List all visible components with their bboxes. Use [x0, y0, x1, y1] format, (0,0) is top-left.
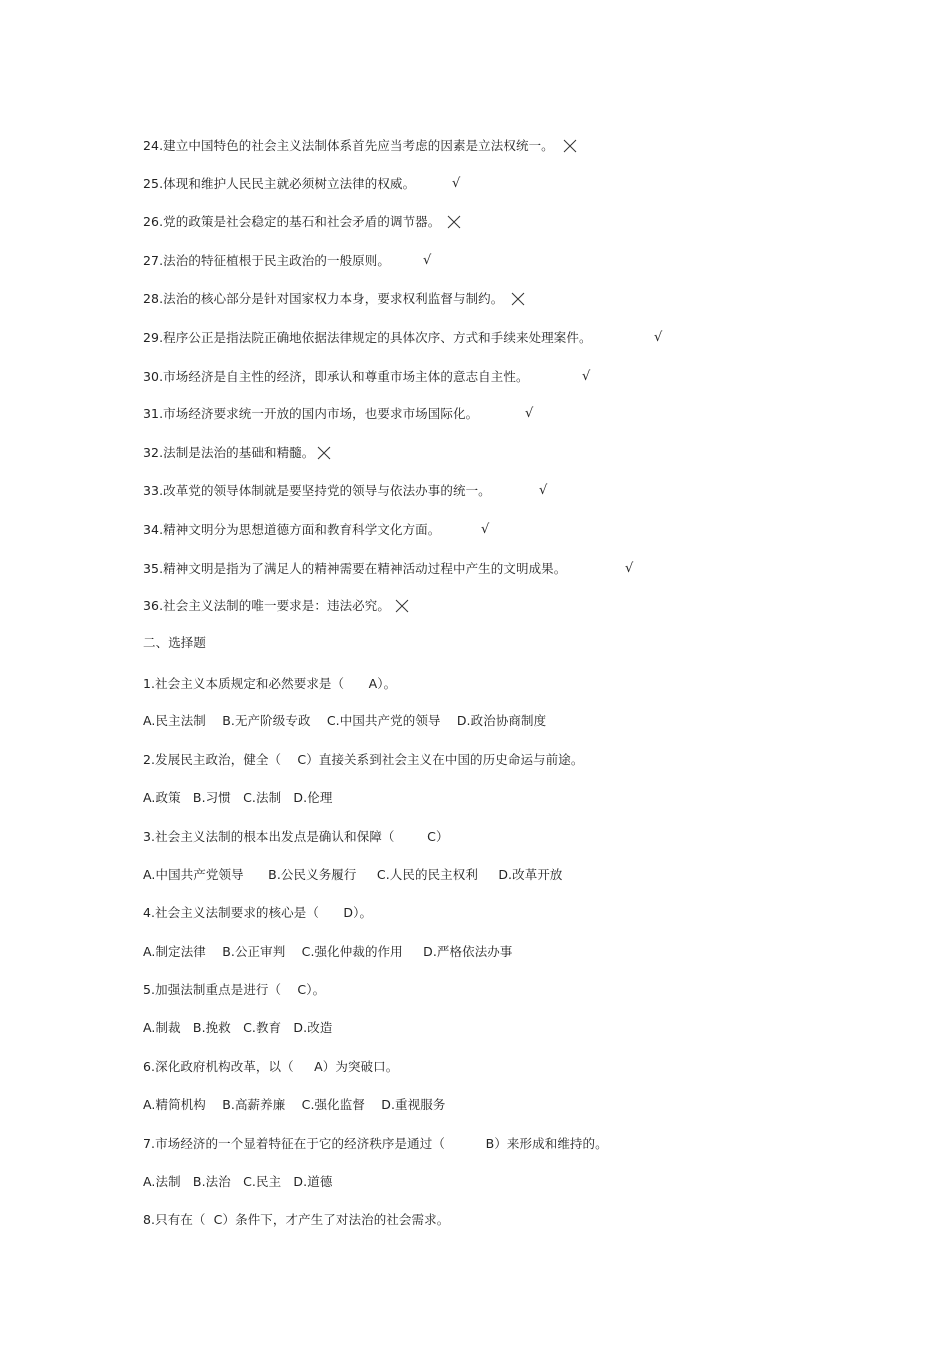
judgement-item-32: 32.法制是法治的基础和精髓。 [143, 445, 315, 460]
choice-options-5: A.制裁 B.挽救 C.教育 D.改造 [143, 1020, 333, 1035]
choice-question-5: 5.加强法制重点是进行（ C）。 [143, 982, 326, 997]
judgement-item-30: 30.市场经济是自主性的经济，即承认和尊重市场主体的意志自主性。 [143, 369, 529, 384]
check-mark-icon: √ [582, 369, 591, 384]
choice-question-2: 2.发展民主政治，健全（ C）直接关系到社会主义在中国的历史命运与前途。 [143, 752, 584, 767]
check-mark-icon: √ [625, 561, 634, 576]
choice-question-4: 4.社会主义法制要求的核心是（ D）。 [143, 905, 373, 920]
choice-question-6: 6.深化政府机构改革，以（ A）为突破口。 [143, 1059, 399, 1074]
judgement-item-29: 29.程序公正是指法院正确地依据法律规定的具体次序、方式和手续来处理案件。 [143, 330, 592, 345]
check-mark-icon: √ [481, 522, 490, 537]
choice-options-2: A.政策 B.习惯 C.法制 D.伦理 [143, 790, 333, 805]
judgement-item-25: 25.体现和维护人民民主就必须树立法律的权威。 [143, 176, 416, 191]
choice-question-7: 7.市场经济的一个显着特征在于它的经济秩序是通过（ B）来形成和维持的。 [143, 1136, 608, 1151]
judgement-item-31: 31.市场经济要求统一开放的国内市场，也要求市场国际化。 [143, 406, 479, 421]
check-mark-icon: √ [539, 483, 548, 498]
choice-options-6: A.精简机构 B.高薪养廉 C.强化监督 D.重视服务 [143, 1097, 446, 1112]
choice-options-4: A.制定法律 B.公正审判 C.强化仲裁的作用 D.严格依法办事 [143, 944, 513, 959]
check-mark-icon: √ [452, 176, 461, 191]
judgement-item-35: 35.精神文明是指为了满足人的精神需要在精神活动过程中产生的文明成果。 [143, 561, 567, 576]
check-mark-icon: √ [525, 406, 534, 421]
judgement-item-28: 28.法治的核心部分是针对国家权力本身，要求权利监督与制约。 [143, 291, 504, 306]
choice-question-8: 8.只有在（ C）条件下，才产生了对法治的社会需求。 [143, 1212, 450, 1227]
cross-mark-icon [563, 139, 577, 153]
section-title: 二、选择题 [143, 635, 207, 650]
judgement-item-26: 26.党的政策是社会稳定的基石和社会矛盾的调节器。 [143, 214, 441, 229]
choice-question-3: 3.社会主义法制的根本出发点是确认和保障（ C） [143, 829, 449, 844]
cross-mark-icon [447, 215, 461, 229]
judgement-item-36: 36.社会主义法制的唯一要求是：违法必究。 [143, 598, 390, 613]
choice-options-3: A.中国共产党领导 B.公民义务履行 C.人民的民主权利 D.改革开放 [143, 867, 563, 882]
choice-question-1: 1.社会主义本质规定和必然要求是（ A）。 [143, 676, 397, 691]
judgement-item-33: 33.改革党的领导体制就是要坚持党的领导与依法办事的统一。 [143, 483, 491, 498]
check-mark-icon: √ [423, 253, 432, 268]
cross-mark-icon [395, 599, 409, 613]
cross-mark-icon [317, 446, 331, 460]
choice-options-7: A.法制 B.法治 C.民主 D.道德 [143, 1174, 333, 1189]
cross-mark-icon [511, 292, 525, 306]
judgement-item-24: 24.建立中国特色的社会主义法制体系首先应当考虑的因素是立法权统一。 [143, 138, 554, 153]
judgement-item-27: 27.法治的特征植根于民主政治的一般原则。 [143, 253, 390, 268]
judgement-item-34: 34.精神文明分为思想道德方面和教育科学文化方面。 [143, 522, 441, 537]
check-mark-icon: √ [654, 330, 663, 345]
choice-options-1: A.民主法制 B.无产阶级专政 C.中国共产党的领导 D.政治协商制度 [143, 713, 547, 728]
